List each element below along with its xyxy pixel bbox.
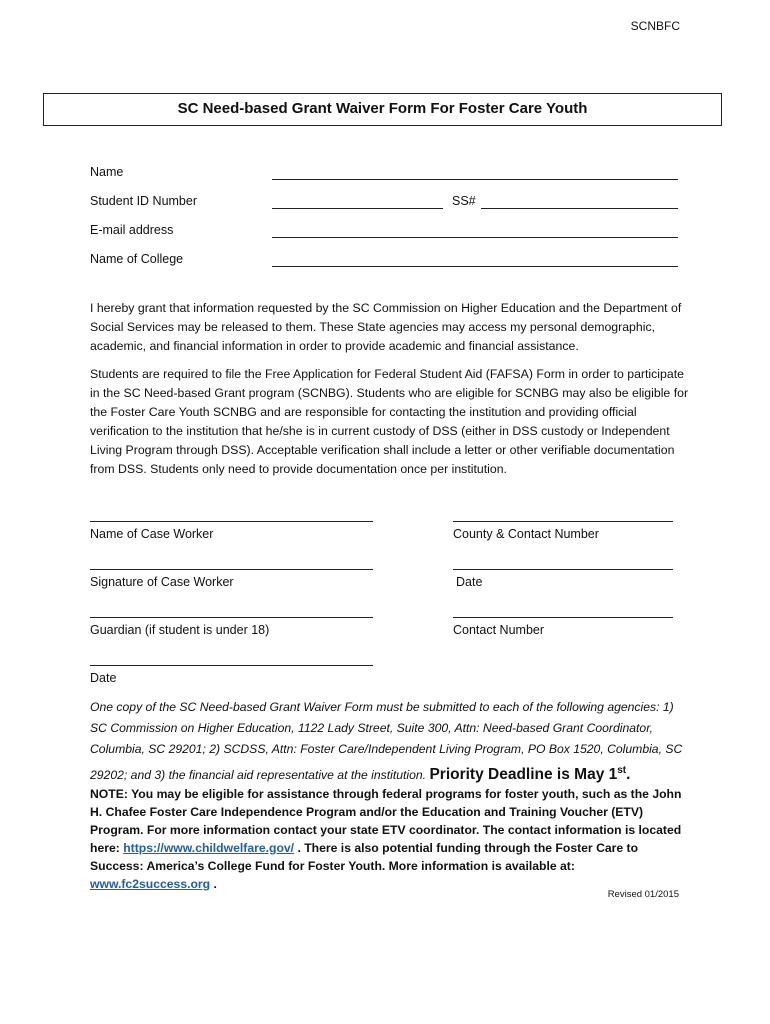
- contact-number-line[interactable]: [453, 617, 673, 618]
- date1-line[interactable]: [453, 569, 673, 570]
- ss-line[interactable]: [481, 208, 678, 209]
- case-worker-name-line[interactable]: [90, 521, 373, 522]
- revised-date: Revised 01/2015: [607, 889, 679, 900]
- note-paragraph: NOTE: You may be eligible for assistance through federal programs for foster youth, such as the John H. Chafee Foster Care Independence Program and/or the Education and Training Voucher (ETV) Program. For more information contact your state ETV coordinator. The contact information is located here: https://www.childwelfare.gov/ . There is also potential funding through the Foster Care to Success: America’s College Fund for Foster Youth. More information is available at: www.fc2success.org .: [90, 787, 682, 891]
- contact-number-label: Contact Number: [453, 623, 545, 637]
- ss-label: SS#: [452, 194, 476, 208]
- case-worker-signature-label: Signature of Case Worker: [90, 575, 234, 589]
- consent-paragraph: I hereby grant that information requested by the SC Commission on Higher Education and the Department of Social Services may be released to them. These State agencies may access my personal demographic, academic, and financial information in order to provide academic and financial assistance.: [90, 301, 682, 353]
- submission-instructions: One copy of the SC Need-based Grant Waiver Form must be submitted to each of the following agencies: 1) SC Commission on Higher Education, 1122 Lady Street, Suite 300, Attn: Need-based Grant Coordinator, Columbia, SC 29201; 2) SCDSS, Attn: Foster Care/Independent Living Program, PO Box 1520, Columbia, SC 29202; and 3) the financial aid representative at the institution. Priority Deadline is May 1st.: [90, 700, 683, 784]
- county-contact-label: County & Contact Number: [453, 527, 599, 541]
- email-line[interactable]: [272, 237, 678, 238]
- form-title: SC Need-based Grant Waiver Form For Foster Care Youth: [43, 93, 722, 126]
- guardian-label: Guardian (if student is under 18): [90, 623, 270, 637]
- date2-label: Date: [90, 671, 117, 685]
- guardian-line[interactable]: [90, 617, 373, 618]
- county-contact-line[interactable]: [453, 521, 673, 522]
- college-label: Name of College: [90, 252, 184, 266]
- requirements-paragraph: Students are required to file the Free Application for Federal Student Aid (FAFSA) Form in order to participate in the SC Need-based Grant program (SCNBG). Students who are eligible for SCNBG may also be eligible for the Foster Care Youth SCNBG and are responsible for contacting the institution and providing official verification to the institution that he/she is in current custody of DSS (either in DSS custody or Independent Living Program through DSS). Acceptable verification shall include a letter or other verifiable documentation from DSS. Students only need to provide documentation once per institution.: [90, 367, 689, 476]
- name-label: Name: [90, 165, 124, 179]
- priority-deadline: Priority Deadline is May 1st.: [429, 765, 631, 784]
- form-code: SCNBFC: [630, 19, 680, 33]
- fc2success-link[interactable]: www.fc2success.org: [90, 877, 211, 891]
- student-id-label: Student ID Number: [90, 194, 197, 208]
- date2-line[interactable]: [90, 665, 373, 666]
- name-line[interactable]: [272, 179, 678, 180]
- student-id-line[interactable]: [272, 208, 443, 209]
- email-label: E-mail address: [90, 223, 174, 237]
- childwelfare-link[interactable]: https://www.childwelfare.gov/: [123, 841, 295, 855]
- case-worker-signature-line[interactable]: [90, 569, 373, 570]
- date1-label: Date: [456, 575, 483, 589]
- college-line[interactable]: [272, 266, 678, 267]
- case-worker-name-label: Name of Case Worker: [90, 527, 214, 541]
